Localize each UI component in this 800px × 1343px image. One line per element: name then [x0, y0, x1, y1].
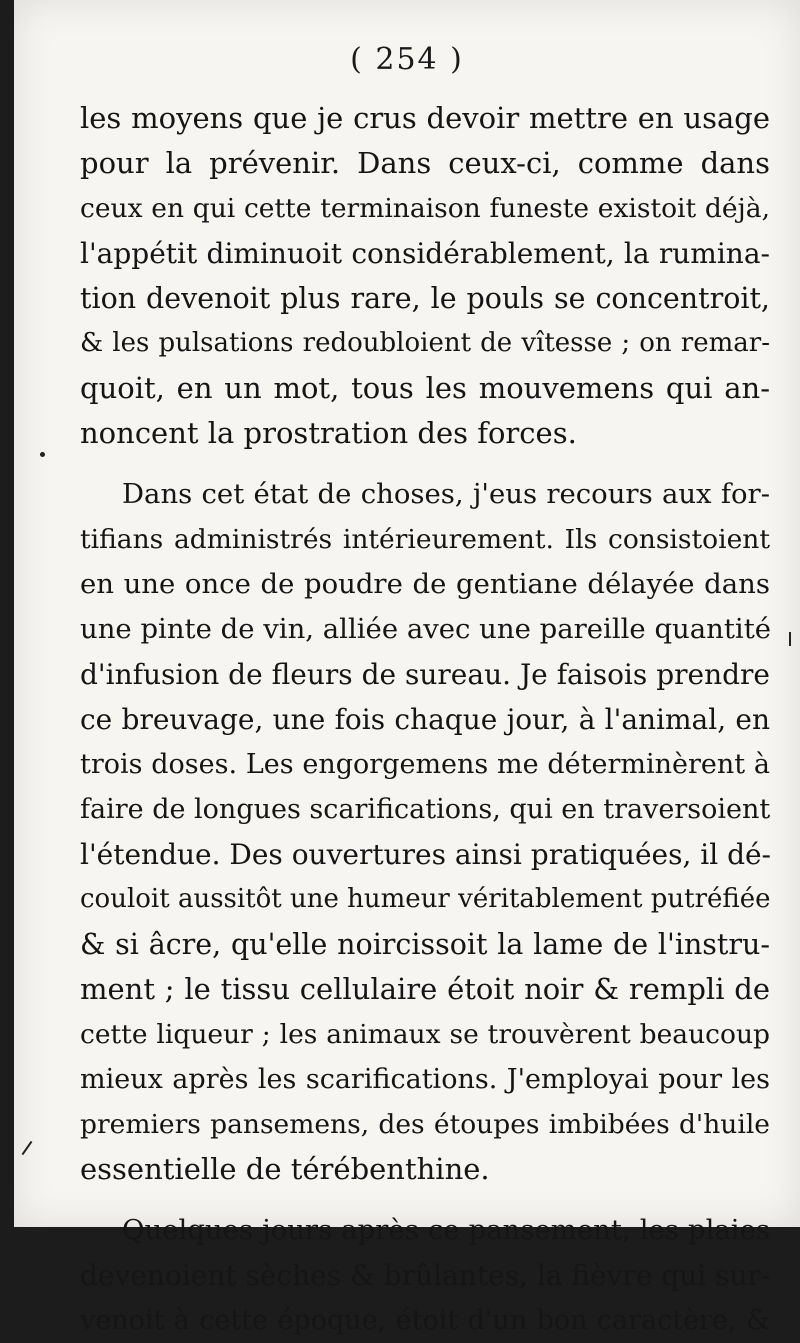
text-line: trois doses. Les engorgemens me déterminèrent à — [80, 749, 770, 780]
text-line: couloit aussitôt une humeur véritablement putréfiée — [80, 884, 771, 914]
text-line: premiers pansemens, des étoupes imbibées d'huile — [80, 1109, 770, 1140]
paragraph-3 — [80, 1208, 770, 1343]
text-line: l'étendue. Des ouvertures ainsi pratiquées, il dé- — [80, 838, 772, 871]
text-line: une pinte de vin, alliée avec une pareille quantité — [80, 613, 772, 645]
page-number: ( 254 ) — [350, 42, 464, 77]
ink-speck — [789, 632, 791, 646]
text-line: ment ; le tissu cellulaire étoit noir & rempli de — [80, 972, 770, 1006]
text-line: devenoient sèches & brûlantes, la fièvre qui sur- — [80, 1259, 771, 1292]
paragraph-2 — [80, 472, 770, 1192]
text-line: les moyens que je crus devoir mettre en usage — [80, 101, 770, 135]
text-line: mieux après les scarifications. J'employai pour les — [80, 1064, 770, 1095]
text-line: & les pulsations redoubloient de vîtesse ; on remar- — [80, 328, 770, 358]
text-line: ceux en qui cette terminaison funeste existoit déjà, — [80, 193, 770, 224]
book-page — [14, 0, 800, 1336]
paragraph-1 — [80, 96, 770, 456]
text-line: d'infusion de fleurs de sureau. Je faisois prendre — [80, 658, 770, 691]
ink-speck — [40, 452, 45, 457]
text-line: en une once de poudre de gentiane délayée dans — [80, 568, 770, 600]
text-line: Dans cet état de choses, j'eus recours aux for- — [122, 478, 770, 510]
text-line: l'appétit diminuoit considérablement, la rumina- — [80, 237, 770, 270]
text-line: quoit, en un mot, tous les mouvemens qui an- — [80, 371, 770, 405]
text-line: & si âcre, qu'elle noircissoit la lame de l'instru- — [80, 928, 770, 961]
text-line: pour la prévenir. Dans ceux-ci, comme dans — [80, 146, 770, 180]
text-line: tifians administrés intérieurement. Ils consistoient — [80, 524, 770, 555]
text-line: noncent la prostration des forces. — [80, 416, 577, 450]
ink-speck — [22, 1141, 33, 1155]
text-line: faire de longues scarifications, qui en traversoient — [80, 794, 771, 825]
text-line: cette liqueur ; les animaux se trouvèrent beaucoup — [80, 1019, 770, 1050]
text-line: ce breuvage, une fois chaque jour, à l'animal, en — [80, 703, 770, 736]
text-line: Quelques jours après ce pansement, les plaies — [122, 1214, 770, 1246]
text-line: venoit à cette époque, étoit d'un bon caractère, & — [80, 1305, 770, 1336]
body-text — [80, 96, 770, 1343]
text-line: tion devenoit plus rare, le pouls se concentroit, — [80, 282, 770, 315]
text-line: essentielle de térébenthine. — [80, 1152, 490, 1186]
